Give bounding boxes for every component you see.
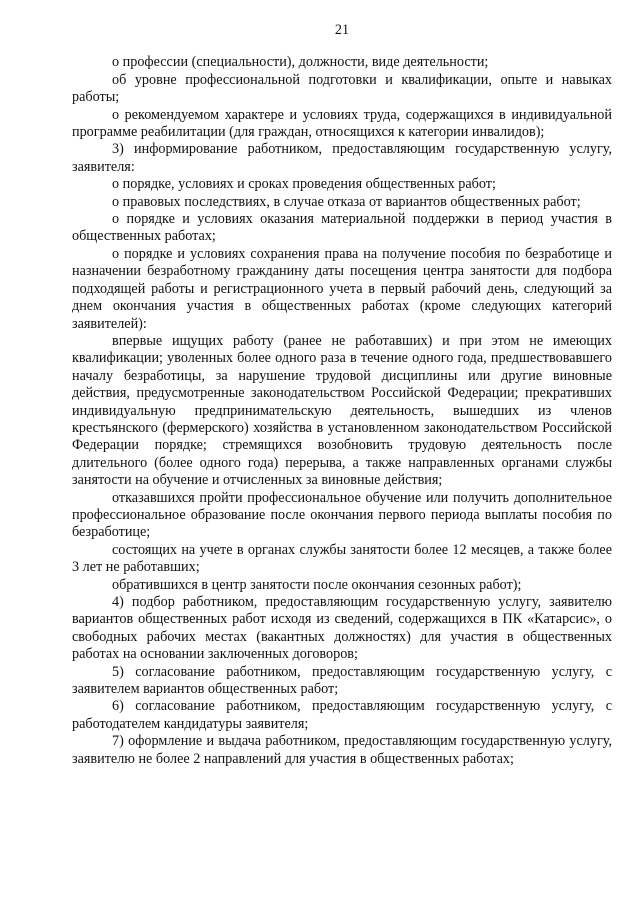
paragraph-terms: о порядке, условиях и сроках проведения общественных работ; bbox=[112, 176, 496, 193]
paragraph-legal-consequences: о правовых последствиях, в случае отказа от вариантов общественных работ; bbox=[112, 193, 581, 210]
paragraph-material-support: о порядке и условиях оказания материальной поддержки в период участия в общественных работах; bbox=[72, 211, 612, 245]
paragraph-working-conditions: о рекомендуемом характере и условиях труда, содержащихся в индивидуальной программе реабилитации (для граждан, относящихся к категории инвалидов); bbox=[72, 106, 612, 141]
paragraph-profession: о профессии (специальности), должности, виде деятельности; bbox=[112, 54, 489, 71]
paragraph-categories: впервые ищущих работу (ранее не работавших) и при этом не имеющих квалификации; уволенных более одного раза в течение одного года, предшествовавшего началу безработицы, за нарушение трудовой дисциплины или другие виновные действия, предусмотренные законодательством Российской Федерации; прекративших индивидуальную предпринимательскую деятельность, вышедших из членов крестьянского (фермерского) хозяйства в установленном законодательством Российской Федерации порядке; стремящихся возобновить трудовую деятельность после длительного (более одного года) перерыва, а также направленных органами службы занятости на обучение и отчисленных за виновные действия; bbox=[72, 332, 612, 489]
paragraph-referrals: 7) оформление и выдача работником, предоставляющим государственную услугу, заявителю не более 2 направлений для участия в общественных работах; bbox=[72, 733, 612, 767]
paragraph-refused-training: отказавшихся пройти профессиональное обучение или получить дополнительное профессиональное образование после окончания первого периода выплаты пособия по безработице; bbox=[72, 489, 612, 541]
paragraph-qualification: об уровне профессиональной подготовки и квалификации, опыте и навыках работы; bbox=[72, 71, 612, 106]
paragraph-seasonal: обратившихся в центр занятости после окончания сезонных работ); bbox=[112, 576, 522, 593]
paragraph-agreement-applicant: 5) согласование работником, предоставляющим государственную услугу, с заявителем вариантов общественных работ; bbox=[72, 663, 612, 698]
paragraph-agreement-employer: 6) согласование работником, предоставляющим государственную услугу, с работодателем кандидатуры заявителя; bbox=[72, 698, 612, 732]
paragraph-registered-long: состоящих на учете в органах службы занятости более 12 месяцев, а также более 3 лет не работавших; bbox=[72, 541, 612, 576]
paragraph-informing: 3) информирование работником, предоставляющим государственную услугу, заявителя: bbox=[72, 141, 612, 175]
paragraph-benefit-rights: о порядке и условиях сохранения права на получение пособия по безработице и назначении безработному гражданину даты посещения центра занятости для подбора подходящей работы и регистрационного учета в первый рабочий день, следующий за днем окончания участия в общественных работах (кроме следующих категорий заявителей): bbox=[72, 245, 612, 332]
paragraph-selection: 4) подбор работником, предоставляющим государственную услугу, заявителю вариантов общественных работ исходя из сведений, содержащихся в ПК «Катарсис», о свободных рабочих местах (вакантных должностях) для участия в общественных работах на основании заключенных договоров; bbox=[72, 594, 612, 663]
document-page bbox=[72, 22, 612, 768]
page-number: 21 bbox=[334, 22, 350, 38]
